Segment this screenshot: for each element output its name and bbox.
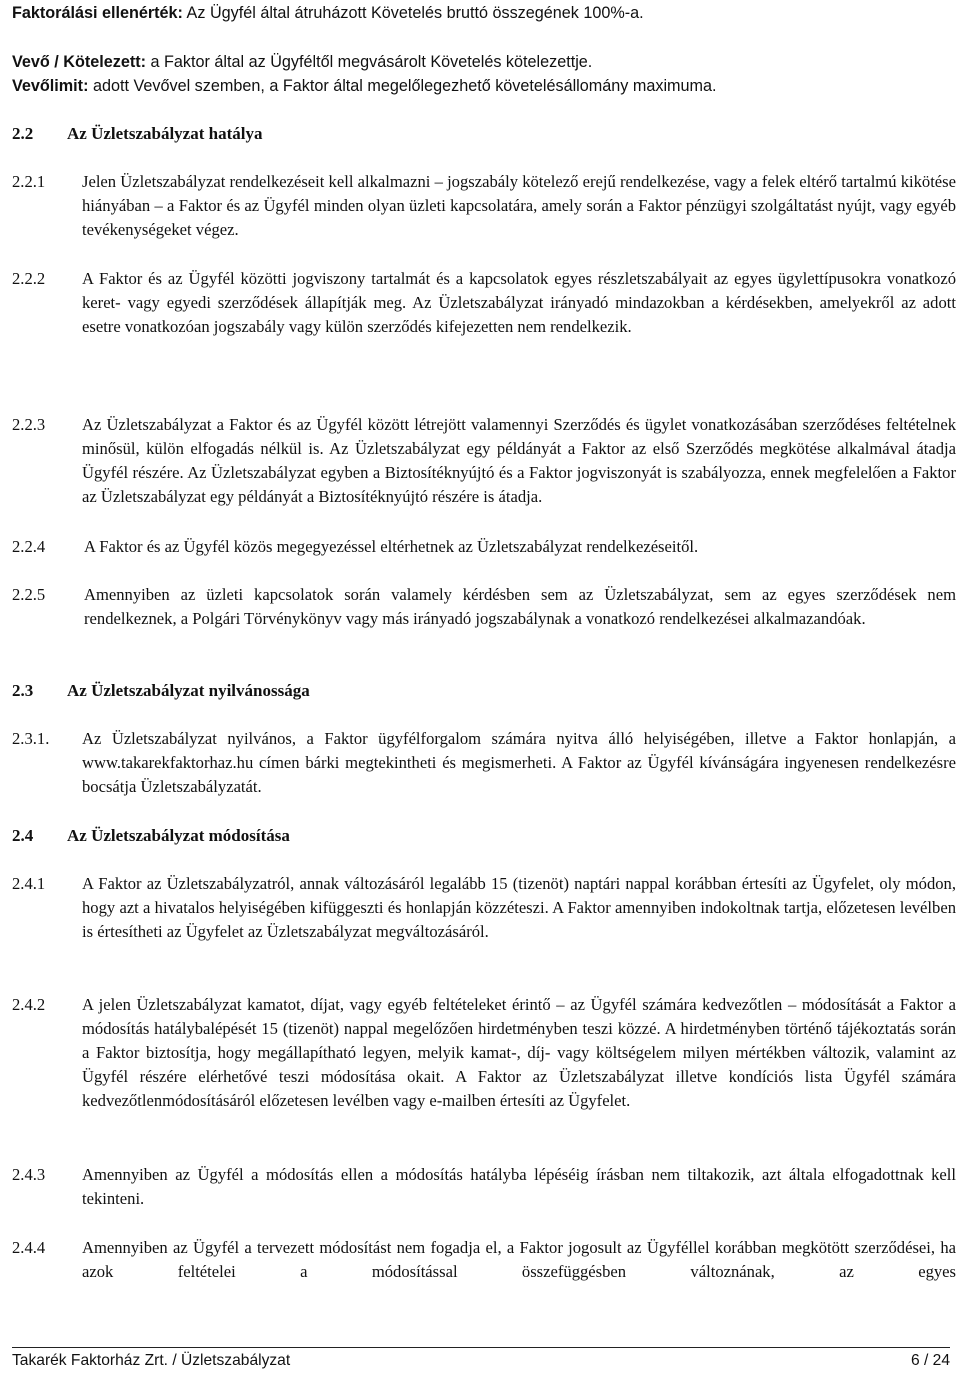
paragraph-number: 2.2.3 <box>12 415 46 434</box>
footer-page-number: 6 / 24 <box>910 1352 950 1369</box>
paragraph-2-2-3 <box>12 413 956 509</box>
paragraph-text: A Faktor az Üzletszabályzatról, annak változásáról legalább 15 (tizenöt) naptári nappal korábban értesíti az Ügyfelet, oly módon, hogy azt a hivatalos helyiségében kifüggeszti és honlapján közzéteszi. A Faktor amennyiben indokoltnak tartja, előzetesen levélben is értesítheti az Ügyfelet az Üzletszabályzat megváltozásáról. <box>82 874 956 941</box>
paragraph-2-4-4 <box>12 1236 956 1284</box>
definition-term: Vevő / Kötelezett: <box>12 53 147 71</box>
paragraph-2-4-3 <box>12 1163 956 1211</box>
paragraph-text: Jelen Üzletszabályzat rendelkezéseit kell alkalmazni – jogszabály kötelező erejű rendelkezése, vagy a felek eltérő tartalmú kikötése hiányában – a Faktor és az Ügyfél minden olyan üzleti kapcsolatára, amely során a Faktor pénzügyi szolgáltatást nyújt, vagy egyéb tevékenységeket végez. <box>82 172 956 239</box>
paragraph-text: A jelen Üzletszabályzat kamatot, díjat, vagy egyéb feltételeket érintő – az Ügyfél számára kedvezőtlen – módosítását a Faktor a módosítás hatálybalépését 15 (tizenöt) nappal megelőzően hirdetményben teszi közzé. A hirdetményben történő tájékoztatás során a Faktor biztosítja, hogy megállapítható legyen, melyik kamat-, díj- vagy költségelem milyen mértékben változik, valamint az Ügyfél részére elérhetővé teszi módosítása okait. A Faktor az Üzletszabályzat illetve kondíciós lista Ügyfél számára kedvezőtlenmódosításáról előzetesen levélben vagy e-mailben értesíti az Ügyfelet. <box>82 995 956 1110</box>
paragraph-2-4-1 <box>12 872 956 944</box>
paragraph-text: Amennyiben az Ügyfél a tervezett módosítást nem fogadja el, a Faktor jogosult az Ügyféllel korábban megkötött szerződései, ha azok feltételei a módosítással összefüggésben változnának, az egyes <box>82 1238 956 1281</box>
section-title: Az Üzletszabályzat nyilvánossága <box>67 681 310 700</box>
paragraph-number: 2.4.4 <box>12 1238 46 1257</box>
paragraph-2-2-5 <box>12 583 956 631</box>
paragraph-number: 2.2.1 <box>12 172 46 191</box>
definition-text: Az Ügyfél által átruházott Követelés bruttó összegének 100%-a. <box>182 4 644 22</box>
paragraph-text: A Faktor és az Ügyfél közös megegyezéssel eltérhetnek az Üzletszabályzat rendelkezéseitől. <box>84 537 699 556</box>
page-footer <box>12 1347 950 1370</box>
paragraph-text: Amennyiben az üzleti kapcsolatok során valamely kérdésben sem az Üzletszabályzat, sem az egyes szerződések nem rendelkeznek, a Polgári Törvénykönyv vagy más irányadó jogszabálynak a vonatkozó rendelkezései alkalmazandóak. <box>84 585 956 628</box>
section-number: 2.4 <box>12 826 34 845</box>
section-heading-2-3 <box>12 679 310 702</box>
definition-vevolimit <box>12 75 717 98</box>
definition-text: a Faktor által az Ügyféltől megvásárolt Követelés kötelezettje. <box>146 53 593 71</box>
paragraph-2-4-2 <box>12 993 956 1113</box>
paragraph-2-3-1 <box>12 727 956 799</box>
section-heading-2-4 <box>12 824 290 847</box>
paragraph-number: 2.4.3 <box>12 1165 46 1184</box>
section-number: 2.3 <box>12 681 34 700</box>
section-title: Az Üzletszabályzat módosítása <box>67 826 290 845</box>
definition-faktoralasi <box>12 2 644 25</box>
section-heading-2-2 <box>12 122 262 145</box>
definition-term: Vevőlimit: <box>12 77 89 95</box>
definition-vevo <box>12 51 592 74</box>
paragraph-number: 2.2.4 <box>12 537 46 556</box>
paragraph-2-2-4 <box>12 535 956 559</box>
paragraph-text: Amennyiben az Ügyfél a módosítás ellen a módosítás hatályba lépéséig írásban nem tiltakozik, azt általa elfogadottnak kell tekinteni. <box>82 1165 956 1208</box>
footer-document-title: Takarék Faktorház Zrt. / Üzletszabályzat <box>12 1352 291 1369</box>
paragraph-number: 2.2.2 <box>12 269 46 288</box>
definition-term: Faktorálási ellenérték: <box>12 4 183 22</box>
paragraph-text: Az Üzletszabályzat a Faktor és az Ügyfél között létrejött valamennyi Szerződés és ügylet vonatkozásában szerződéses feltételnek minősül, külön elfogadás nélkül is. Az Üzletszabályzat egy példányát a Faktor az első Szerződés megkötése alkalmával átadja Ügyfél részére. Az Üzletszabályzat egyben a Biztosítéknyújtó és a Faktor jogviszonyát is szabályozza, ennek megfelelően a Faktor az Üzletszabályzat egy példányát a Biztosítéknyújtó részére is átadja. <box>82 415 956 506</box>
section-number: 2.2 <box>12 124 34 143</box>
paragraph-2-2-2 <box>12 267 956 339</box>
paragraph-text: A Faktor és az Ügyfél közötti jogviszony tartalmát és a kapcsolatok egyes részletszabályait az egyes ügylettípusokra vonatkozó keret- vagy egyedi szerződések állapítják meg. Az Üzletszabályzat irányadó mindazokban a kérdésekben, amelyekről az adott esetre vonatkozóan jogszabály vagy külön szerződés kifejezetten nem rendelkezik. <box>82 269 956 336</box>
paragraph-text: Az Üzletszabályzat nyilvános, a Faktor ügyfélforgalom számára nyitva álló helyiségében, illetve a Faktor honlapján, a www.takarekfaktorhaz.hu címen bárki megtekintheti és megismerheti. A Faktor az Ügyfél kívánságára ingyenesen rendelkezésre bocsátja Üzletszabályzatát. <box>82 729 956 796</box>
paragraph-number: 2.4.2 <box>12 995 46 1014</box>
paragraph-number: 2.2.5 <box>12 585 46 604</box>
paragraph-number: 2.4.1 <box>12 874 46 893</box>
paragraph-2-2-1 <box>12 170 956 242</box>
paragraph-number: 2.3.1. <box>12 729 50 748</box>
section-title: Az Üzletszabályzat hatálya <box>67 124 263 143</box>
definition-text: adott Vevővel szemben, a Faktor által megelőlegezhető követelésállomány maximuma. <box>88 77 717 95</box>
